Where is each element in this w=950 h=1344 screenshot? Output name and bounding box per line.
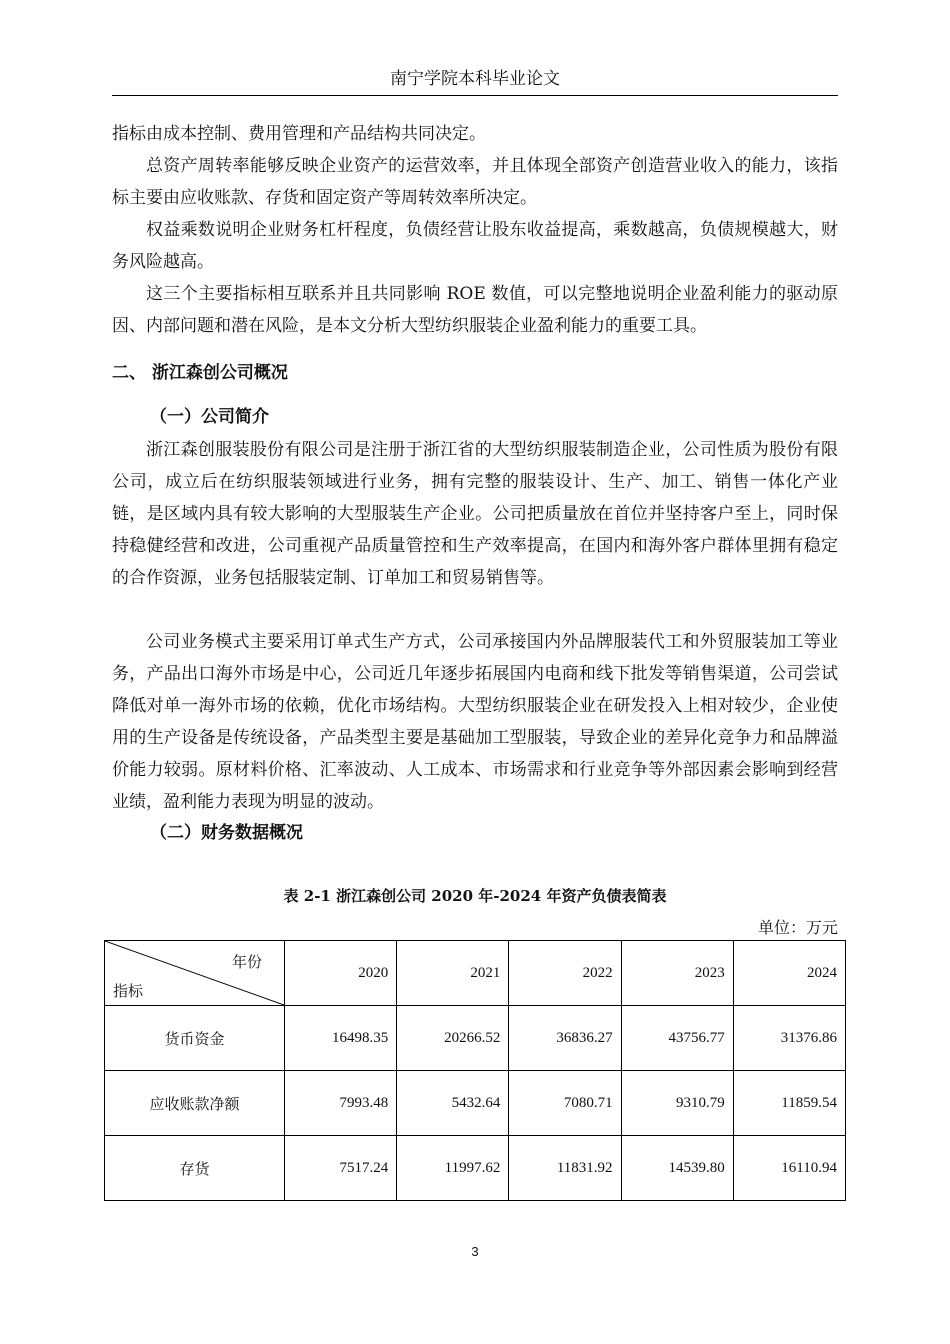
table-unit: 单位：万元	[757, 918, 838, 937]
table-cell: 20266.52	[397, 1006, 509, 1071]
table-caption: 表 2-1 浙江森创公司 2020 年-2024 年资产负债表简表	[283, 887, 667, 905]
paragraph-3: 权益乘数说明企业财务杠杆程度，负债经营让股东收益提高，乘数越高，负债规模越大，财务风险越高。	[112, 220, 838, 272]
row-label: 货币资金	[105, 1006, 285, 1071]
page-header: 南宁学院本科毕业论文	[390, 69, 560, 89]
table-cell: 43756.77	[621, 1006, 733, 1071]
row-label: 应收账款净额	[105, 1071, 285, 1136]
table-cell: 36836.27	[509, 1006, 621, 1071]
table-cell: 31376.86	[733, 1006, 845, 1071]
table-row	[105, 1136, 846, 1201]
paragraph-1: 指标由成本控制、费用管理和产品结构共同决定。	[112, 124, 486, 144]
paragraph-6: 公司业务模式主要采用订单式生产方式，公司承接国内外品牌服装代工和外贸服装加工等业务，产品出口海外市场是中心，公司近几年逐步拓展国内电商和线下批发等销售渠道，公司尝试降低对单一海外市场的依赖，优化市场结构。大型纺织服装企业在研发投入上相对较少，企业使用的生产设备是传统设备，产品类型主要是基础加工型服装，导致企业的差异化竞争力和品牌溢价能力较弱。原材料价格、汇率波动、人工成本、市场需求和行业竞争等外部因素会影响到经营业绩，盈利能力表现为明显的波动。	[112, 632, 838, 812]
subsection-heading-1: （一）公司简介	[150, 407, 269, 427]
table-cell: 11859.54	[733, 1071, 845, 1136]
year-header: 2023	[621, 941, 733, 1006]
table-cell: 14539.80	[621, 1136, 733, 1201]
table-cell: 7993.48	[285, 1071, 397, 1136]
table-corner-cell	[105, 941, 285, 1006]
paragraph-4: 这三个主要指标相互联系并且共同影响 ROE 数值，可以完整地说明企业盈利能力的驱动原因、内部问题和潜在风险，是本文分析大型纺织服装企业盈利能力的重要工具。	[112, 284, 838, 336]
table-row	[105, 1006, 846, 1071]
paragraph-5: 浙江森创服装股份有限公司是注册于浙江省的大型纺织服装制造企业，公司性质为股份有限公司，成立后在纺织服装领域进行业务，拥有完整的服装设计、生产、加工、销售一体化产业链，是区域内具有较大影响的大型服装生产企业。公司把质量放在首位并坚持客户至上，同时保持稳健经营和改进，公司重视产品质量管控和生产效率提高，在国内和海外客户群体里拥有稳定的合作资源，业务包括服装定制、订单加工和贸易销售等。	[112, 440, 838, 588]
subsection-heading-2: （二）财务数据概况	[150, 823, 303, 843]
table-cell: 7517.24	[285, 1136, 397, 1201]
table-cell: 16110.94	[733, 1136, 845, 1201]
paragraph-2: 总资产周转率能够反映企业资产的运营效率，并且体现全部资产创造营业收入的能力，该指标主要由应收账款、存货和固定资产等周转效率所决定。	[112, 156, 838, 208]
year-header: 2022	[509, 941, 621, 1006]
year-header: 2024	[733, 941, 845, 1006]
section-heading: 二、 浙江森创公司概况	[112, 363, 288, 383]
table-cell: 9310.79	[621, 1071, 733, 1136]
header-rule	[112, 95, 838, 96]
corner-indicator-label: 指标	[113, 982, 144, 1000]
balance-sheet-table	[104, 940, 846, 1201]
table-cell: 11831.92	[509, 1136, 621, 1201]
table-cell: 16498.35	[285, 1006, 397, 1071]
row-label: 存货	[105, 1136, 285, 1201]
corner-year-label: 年份	[231, 953, 262, 971]
year-header: 2020	[285, 941, 397, 1006]
table-row	[105, 1071, 846, 1136]
table-cell: 11997.62	[397, 1136, 509, 1201]
table-header-row	[105, 941, 846, 1006]
table-cell: 7080.71	[509, 1071, 621, 1136]
table-cell: 5432.64	[397, 1071, 509, 1136]
year-header: 2021	[397, 941, 509, 1006]
page-number: 3	[471, 1244, 479, 1259]
